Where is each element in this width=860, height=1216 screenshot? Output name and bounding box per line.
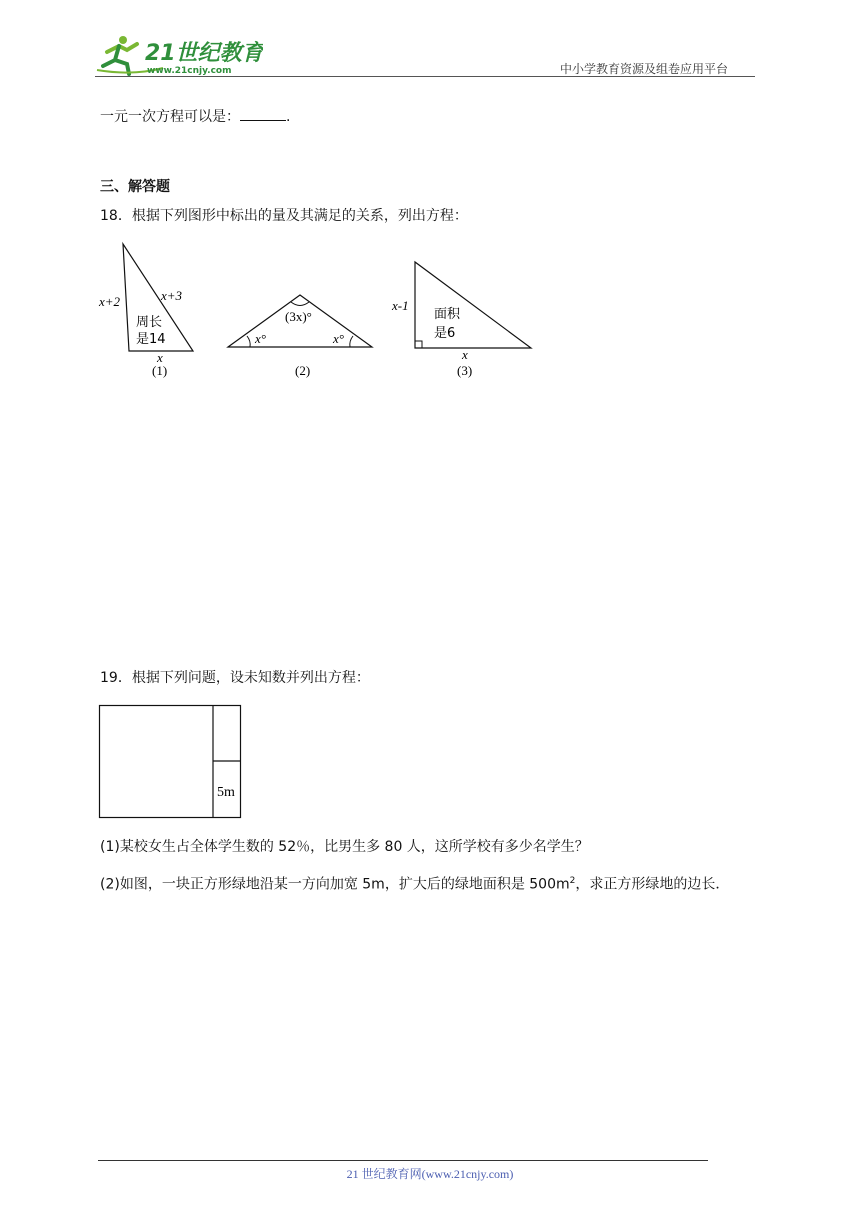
- width-label: 5m: [217, 785, 235, 800]
- logo-title: 21世纪教育: [145, 41, 263, 66]
- q17-suffix: .: [286, 109, 291, 125]
- logo-url: www.21cnjy.com: [147, 66, 232, 76]
- figure-2-triangle: [228, 295, 372, 378]
- q17-prefix: 一元一次方程可以是：: [100, 109, 240, 125]
- fig1-bottom: x: [157, 350, 163, 365]
- fig2-left-angle: x°: [255, 331, 266, 346]
- fig3-left-side: x-1: [392, 298, 409, 313]
- q19-text: 19．根据下列问题，设未知数并列出方程：: [100, 670, 370, 686]
- footer-divider: [98, 1160, 708, 1161]
- header-platform-text: 中小学教育资源及组卷应用平台: [560, 62, 729, 76]
- fig1-inner-2: 是14: [136, 332, 166, 347]
- fig2-top-angle: (3x)°: [285, 309, 312, 324]
- fig2-right-angle: x°: [333, 331, 344, 346]
- q18-figures: [95, 240, 545, 385]
- section-title: 三、解答题: [100, 179, 170, 195]
- fig1-right-side: x+3: [161, 288, 183, 303]
- q19-rectangle-diagram: [98, 704, 244, 820]
- header-divider: [95, 76, 755, 77]
- footer-text[interactable]: 21 世纪教育网(www.21cnjy.com): [346, 1167, 514, 1181]
- fig1-left-side: x+2: [99, 294, 121, 309]
- fig3-inner-1: 面积: [434, 307, 461, 322]
- q17-answer-line: [100, 106, 290, 127]
- q19-part2-text-b: ，求正方形绿地的边长．: [575, 876, 730, 893]
- fig3-inner-2: 是6: [434, 326, 456, 341]
- fig1-caption: (1): [152, 363, 168, 378]
- figure-3-triangle: [391, 262, 531, 378]
- q19-part1: (1)某校女生占全体学生数的 52％，比男生多 80 人，这所学校有多少名学生？: [100, 839, 589, 855]
- fig3-bottom: x: [462, 347, 468, 362]
- answer-blank[interactable]: [240, 106, 286, 121]
- q19-part2-text-a: (2)如图，一块正方形绿地沿某一方向加宽 5m，扩大后的绿地面积是 500m: [100, 876, 570, 893]
- site-logo: [93, 30, 263, 78]
- figure-1-triangle: [98, 244, 193, 378]
- fig3-caption: (3): [457, 363, 473, 378]
- fig1-inner-1: 周长: [136, 315, 163, 330]
- q19-part2-sup: 2: [569, 876, 576, 886]
- q18-text: 18．根据下列图形中标出的量及其满足的关系，列出方程：: [100, 208, 468, 224]
- fig2-caption: (2): [295, 363, 311, 378]
- q19-part2: [100, 871, 729, 895]
